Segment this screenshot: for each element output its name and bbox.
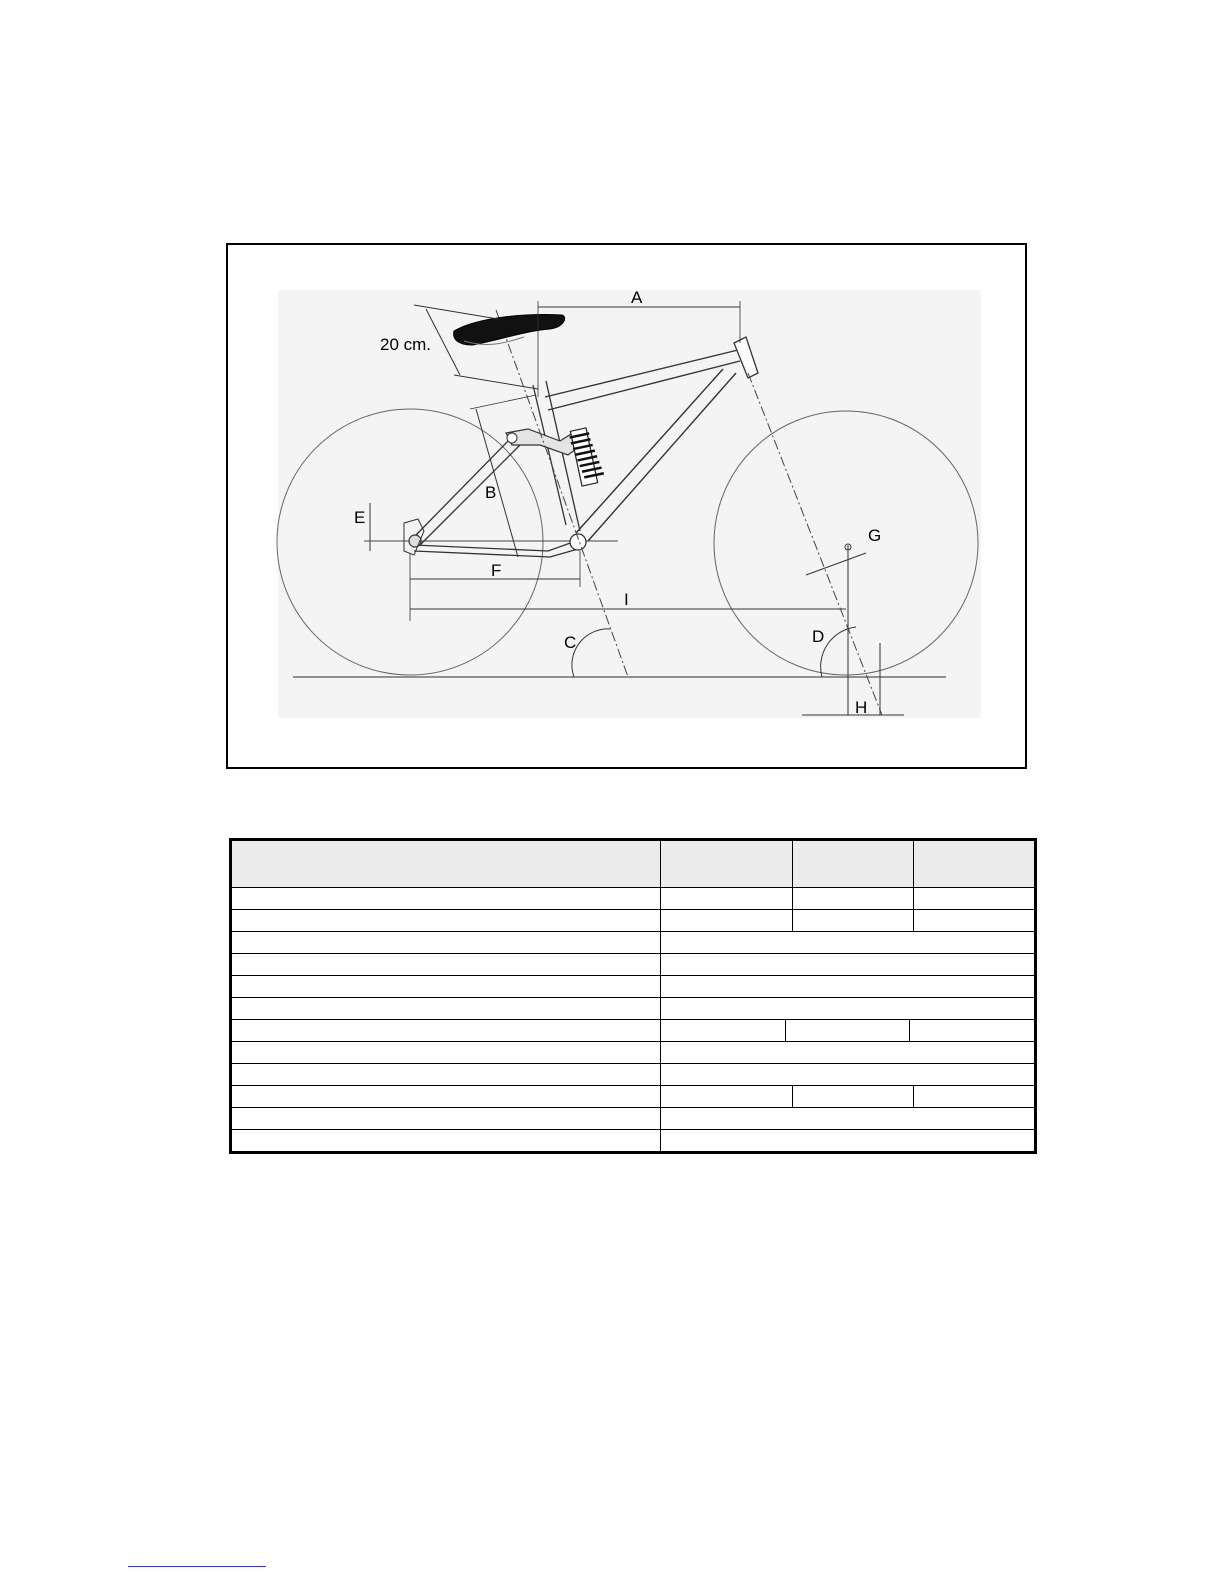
table-row (231, 888, 1036, 910)
table-cell (661, 998, 1036, 1020)
table-cell (914, 1086, 1036, 1108)
table-row (231, 954, 1036, 976)
table-row (231, 1086, 1036, 1108)
label-g: G (868, 526, 882, 545)
geometry-spec-table (229, 838, 1037, 1154)
table-cell (661, 910, 793, 932)
drawing-background (278, 290, 981, 718)
table-cell (785, 1020, 910, 1041)
table-cell (661, 1108, 1036, 1130)
header-cell (914, 840, 1036, 888)
table-cell (661, 1086, 793, 1108)
label-d: D (812, 627, 825, 646)
label-b: B (485, 483, 497, 502)
table-cell (231, 1086, 661, 1108)
table-cell (231, 998, 661, 1020)
split-cell-group (661, 1020, 1036, 1042)
table-cell (661, 1020, 785, 1041)
bike-geometry-drawing (228, 245, 1029, 771)
table-cell (661, 1064, 1036, 1086)
table-row (231, 1042, 1036, 1064)
table-cell (231, 1020, 661, 1042)
table-cell (661, 954, 1036, 976)
table-row (231, 1020, 1036, 1042)
table-row (231, 932, 1036, 954)
header-cell (231, 840, 661, 888)
table-row (231, 998, 1036, 1020)
table-cell (231, 1130, 661, 1153)
table-row (231, 1130, 1036, 1153)
table-cell (793, 1086, 914, 1108)
header-cell (661, 840, 793, 888)
table-cell (914, 910, 1036, 932)
label-seat-dimension: 20 cm. (380, 335, 432, 354)
header-cell (793, 840, 914, 888)
label-h: H (855, 698, 868, 717)
table-cell (661, 888, 793, 910)
geometry-figure (226, 243, 1027, 769)
label-f: F (491, 561, 502, 580)
table-cell (661, 1130, 1036, 1153)
table-cell (914, 888, 1036, 910)
table-cell (661, 976, 1036, 998)
table-cell (661, 1042, 1036, 1064)
table-row (231, 910, 1036, 932)
label-e: E (354, 508, 366, 527)
rocker-pivot (507, 433, 517, 443)
table-cell (231, 954, 661, 976)
table-cell (231, 976, 661, 998)
table-cell (231, 1108, 661, 1130)
rear-dropout (409, 535, 421, 547)
table-cell (793, 910, 914, 932)
label-a: A (631, 288, 643, 307)
table-row (231, 1064, 1036, 1086)
table-cell (793, 888, 914, 910)
label-i: I (624, 590, 629, 609)
table-cell (661, 932, 1036, 954)
table-cell (231, 1064, 661, 1086)
table-cell (231, 1042, 661, 1064)
table-row (231, 976, 1036, 998)
table-cell (909, 1020, 1034, 1041)
table-row (231, 1108, 1036, 1130)
split-cells (661, 1020, 1034, 1041)
bottom-bracket (570, 534, 586, 550)
table-cell (231, 888, 661, 910)
table-header-row (231, 840, 1036, 888)
footer-link[interactable] (128, 1566, 266, 1567)
label-c: C (564, 633, 577, 652)
table-cell (231, 932, 661, 954)
table-cell (231, 910, 661, 932)
